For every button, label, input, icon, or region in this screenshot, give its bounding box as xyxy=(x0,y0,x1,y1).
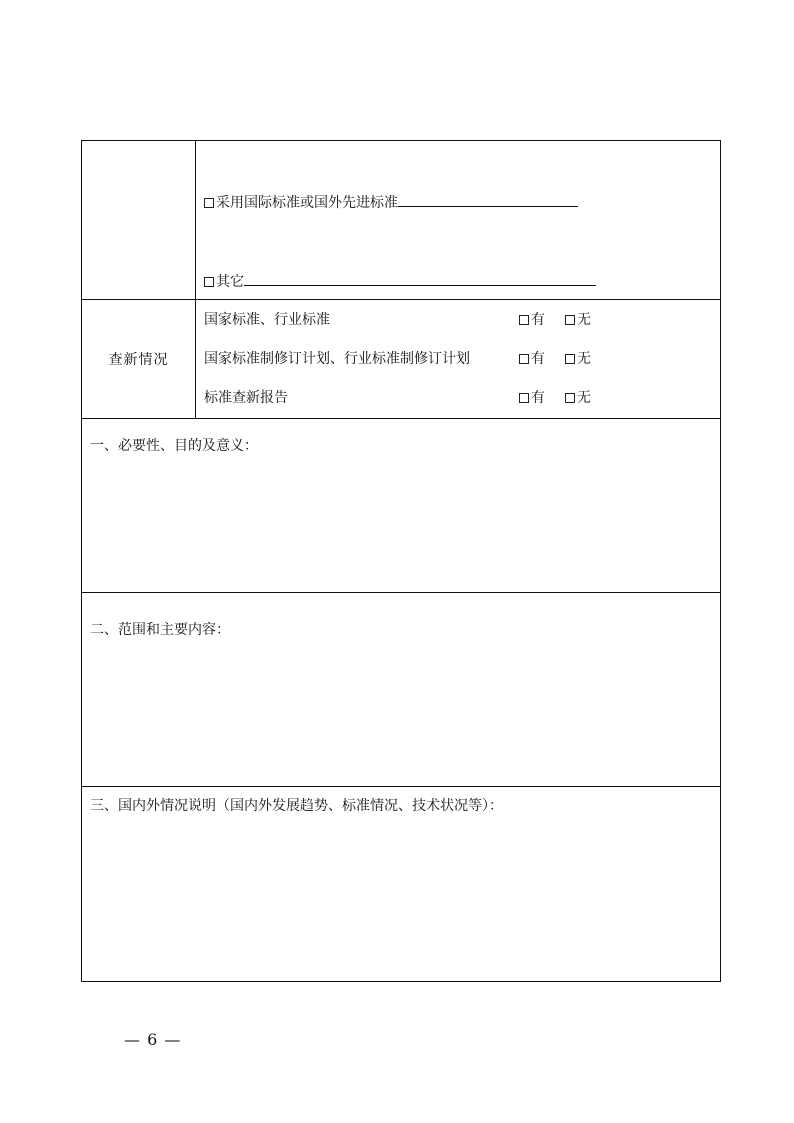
yes-checkbox[interactable] xyxy=(519,393,529,403)
check-item-no-option[interactable] xyxy=(565,350,591,368)
check-item-national-industry-standard xyxy=(204,311,330,329)
no-label: 无 xyxy=(577,351,591,367)
adoption-row-label-cell xyxy=(82,141,196,299)
check-item-text: 标准查新报告 xyxy=(204,390,288,406)
page-number: — 6 — xyxy=(124,1030,182,1049)
section-heading: 一、必要性、目的及意义： xyxy=(90,438,258,454)
check-item-search-report xyxy=(204,389,288,407)
check-item-yes-option[interactable] xyxy=(519,311,545,329)
no-label: 无 xyxy=(577,312,591,328)
check-status-label: 查新情况 xyxy=(108,352,169,368)
check-status-row xyxy=(82,300,720,419)
check-item-revision-plan xyxy=(204,350,470,368)
yes-label: 有 xyxy=(531,312,545,328)
check-item-no-option[interactable] xyxy=(565,311,591,329)
yes-checkbox[interactable] xyxy=(519,315,529,325)
check-item-yes-option[interactable] xyxy=(519,350,545,368)
yes-label: 有 xyxy=(531,351,545,367)
standard-application-form xyxy=(81,140,721,982)
yes-label: 有 xyxy=(531,390,545,406)
section-necessity[interactable] xyxy=(82,419,720,593)
section-domestic-international[interactable] xyxy=(82,787,720,981)
other-fill-line[interactable] xyxy=(244,271,596,286)
adoption-row xyxy=(82,141,720,300)
check-item-no-option[interactable] xyxy=(565,389,591,407)
no-checkbox[interactable] xyxy=(565,315,575,325)
check-status-label-cell xyxy=(82,300,196,418)
other-checkbox[interactable] xyxy=(204,277,214,287)
no-label: 无 xyxy=(577,390,591,406)
check-item-text: 国家标准、行业标准 xyxy=(204,312,330,328)
no-checkbox[interactable] xyxy=(565,393,575,403)
adopt-international-fill-line[interactable] xyxy=(398,192,578,207)
section-heading: 二、范围和主要内容： xyxy=(90,622,230,638)
no-checkbox[interactable] xyxy=(565,354,575,364)
other-option[interactable] xyxy=(204,271,596,291)
section-heading: 三、国内外情况说明（国内外发展趋势、标准情况、技术状况等）： xyxy=(90,798,503,814)
section-scope[interactable] xyxy=(82,593,720,787)
adopt-international-option[interactable] xyxy=(204,192,578,212)
other-label: 其它 xyxy=(216,274,244,290)
yes-checkbox[interactable] xyxy=(519,354,529,364)
check-item-text: 国家标准制修订计划、行业标准制修订计划 xyxy=(204,351,470,367)
check-item-yes-option[interactable] xyxy=(519,389,545,407)
adopt-international-checkbox[interactable] xyxy=(204,198,214,208)
adopt-international-label: 采用国际标准或国外先进标准 xyxy=(216,195,398,211)
